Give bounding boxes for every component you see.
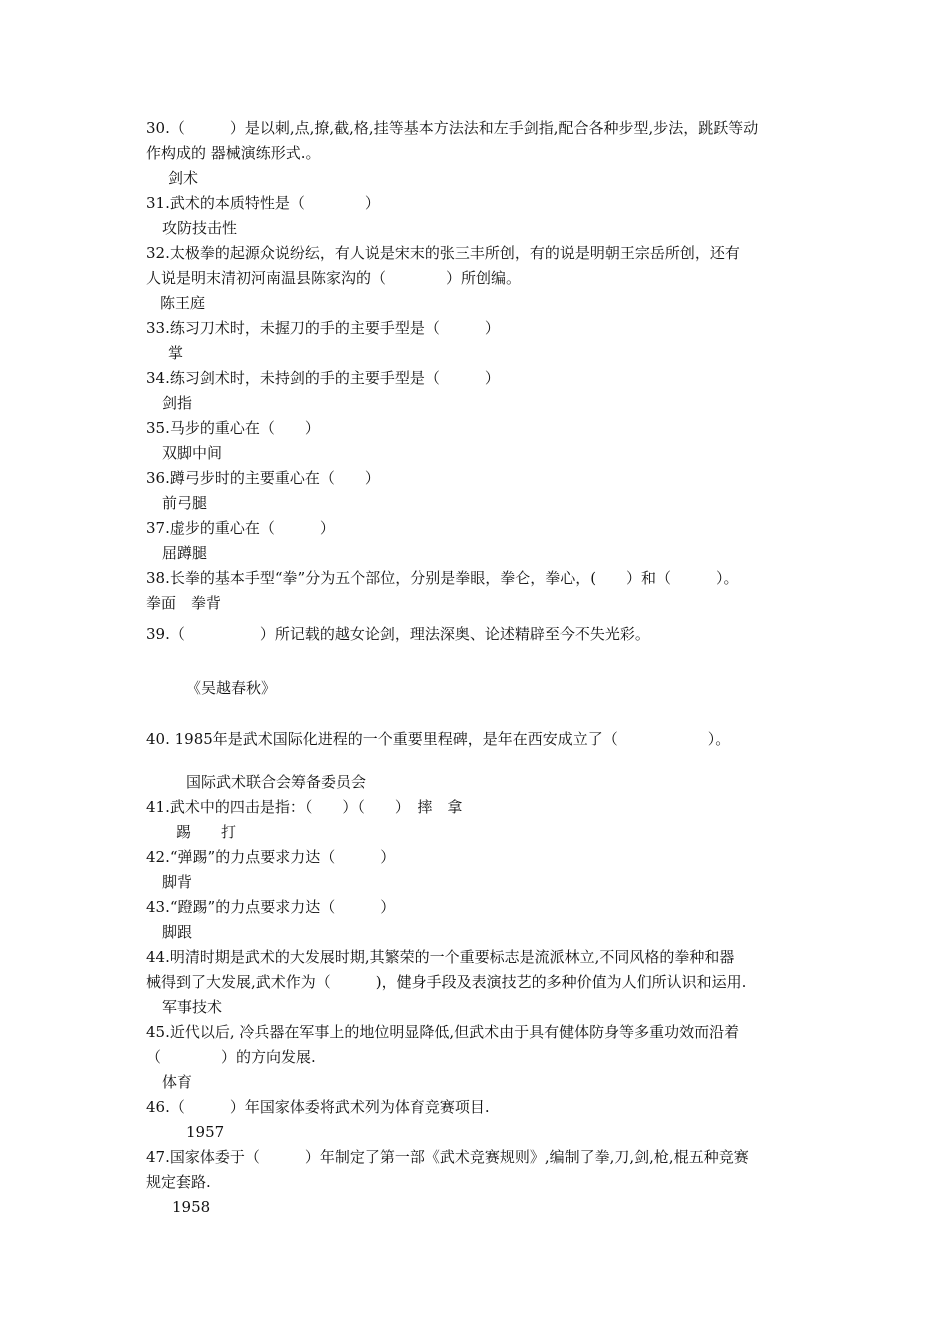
q44-line2: 械得到了大发展,武术作为（ )，健身手段及表演技艺的多种价值为人们所认识和运用. [146, 973, 747, 991]
q35-text: 35.马步的重心在（ ） [146, 419, 320, 437]
q47-line2: 规定套路. [146, 1173, 211, 1191]
q43-answer: 脚跟 [162, 923, 193, 941]
q30-answer: 剑术 [168, 169, 199, 187]
q41-text: 41.武术中的四击是指：（ ）（ ） 摔 拿 [146, 798, 463, 816]
q32-line2: 人说是明末清初河南温县陈家沟的（ ）所创编。 [146, 269, 522, 287]
q35-answer: 双脚中间 [162, 444, 223, 462]
q40-answer: 国际武术联合会筹备委员会 [186, 773, 367, 791]
q34-text: 34.练习剑术时，未持剑的手的主要手型是（ ） [146, 369, 500, 387]
q36-answer: 前弓腿 [162, 494, 208, 512]
q41-answer: 踢 打 [176, 823, 237, 841]
q43-text: 43.“蹬踢”的力点要求力达（ ） [146, 898, 396, 916]
q39-answer: 《吴越春秋》 [186, 679, 277, 697]
q37-answer: 屈蹲腿 [162, 544, 208, 562]
q38-answer: 拳面 拳背 [146, 594, 222, 612]
q42-text: 42.“弹踢”的力点要求力达（ ） [146, 848, 396, 866]
q45-line2: （ ）的方向发展. [146, 1048, 316, 1066]
q33-text: 33.练习刀术时，未握刀的手的主要手型是（ ） [146, 319, 500, 337]
q34-answer: 剑指 [162, 394, 193, 412]
q44-answer: 军事技术 [162, 998, 223, 1016]
q38-text: 38.长拳的基本手型“拳”分为五个部位，分别是拳眼，拳仑，拳心，( ）和（ ）。 [146, 569, 739, 587]
q44-line1: 44.明清时期是武术的大发展时期,其繁荣的一个重要标志是流派林立,不同风格的拳种和器 [146, 948, 735, 966]
q46-text: 46.（ ）年国家体委将武术列为体育竞赛项目. [146, 1098, 490, 1116]
q31-text: 31.武术的本质特性是（ ） [146, 194, 380, 212]
q33-answer: 掌 [168, 344, 184, 362]
q30-line1: 30.（ ）是以刺,点,撩,截,格,挂等基本方法法和左手剑指,配合各种步型,步法，跳跃等动 [146, 119, 759, 137]
q31-answer: 攻防技击性 [162, 219, 238, 237]
q39-text: 39.（ ）所记载的越女论剑，理法深奥、论述精辟至今不失光彩。 [146, 625, 650, 643]
q45-answer: 体育 [162, 1073, 193, 1091]
q46-answer: 1957 [186, 1123, 225, 1141]
q32-line1: 32.太极拳的起源众说纷纭，有人说是宋末的张三丰所创，有的说是明朝王宗岳所创，还有 [146, 244, 740, 262]
q45-line1: 45.近代以后, 冷兵器在军事上的地位明显降低,但武术由于具有健体防身等多重功效而沿着 [146, 1023, 740, 1041]
q36-text: 36.蹲弓步时的主要重心在（ ） [146, 469, 380, 487]
q47-line1: 47.国家体委于（ ）年制定了第一部《武术竞赛规则》,编制了拳,刀,剑,枪,棍五种竞赛 [146, 1148, 749, 1166]
q32-answer: 陈王庭 [160, 294, 206, 312]
q47-answer: 1958 [172, 1198, 211, 1216]
q37-text: 37.虚步的重心在（ ） [146, 519, 335, 537]
q42-answer: 脚背 [162, 873, 193, 891]
q30-line2: 作构成的 器械演练形式.。 [146, 144, 321, 162]
q40-text: 40. 1985年是武术国际化进程的一个重要里程碑，是年在西安成立了（ ）。 [146, 730, 731, 748]
